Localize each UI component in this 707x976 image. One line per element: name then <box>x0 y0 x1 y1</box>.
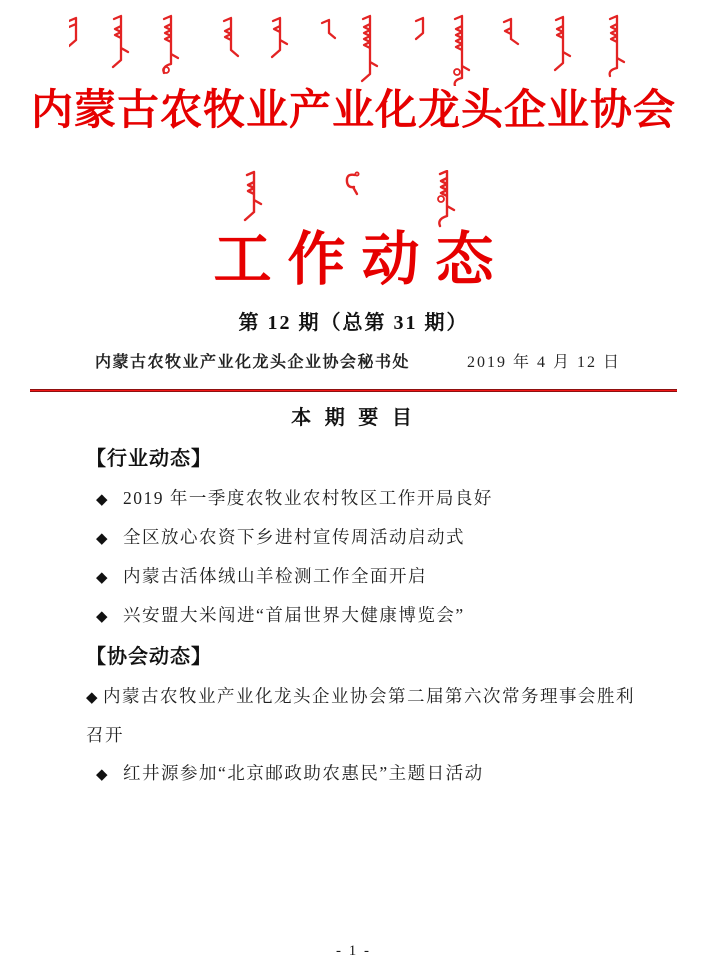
toc-item <box>86 677 637 754</box>
toc-item-text: 全区放心农资下乡进村宣传周活动启动式 <box>123 527 466 547</box>
publish-date: 2019 年 4 月 12 日 <box>466 354 621 371</box>
toc-item <box>86 596 637 635</box>
toc-item-text: 2019 年一季度农牧业农村牧区工作开局良好 <box>123 488 493 508</box>
issue-number: 第 12 期（总第 31 期） <box>238 312 469 334</box>
red-divider <box>30 389 677 392</box>
diamond-bullet-icon: ◆ <box>96 529 110 547</box>
diamond-bullet-icon: ◆ <box>86 688 100 706</box>
diamond-bullet-icon: ◆ <box>96 490 110 508</box>
industry-items <box>86 479 637 635</box>
toc-item-text: 兴安盟大米闯进“首届世界大健康博览会” <box>123 605 465 625</box>
toc-item <box>86 754 637 793</box>
mongolian-script-banner-icon <box>69 14 639 86</box>
bulletin-title: 工作动态 <box>213 227 510 292</box>
page-number: - 1 - <box>336 943 371 959</box>
toc-heading: 本 期 要 目 <box>291 407 416 429</box>
section-title-association: 【协会动态】 <box>86 646 212 668</box>
association-items <box>86 677 637 793</box>
diamond-bullet-icon: ◆ <box>96 568 110 586</box>
toc-item-text: 内蒙古农牧业产业化龙头企业协会第二届第六次常务理事会胜利召开 <box>86 686 636 745</box>
publisher-row <box>0 352 707 374</box>
toc-body <box>0 447 707 793</box>
toc-item-text: 红井源参加“北京邮政助农惠民”主题日活动 <box>123 763 484 783</box>
diamond-bullet-icon: ◆ <box>96 765 110 783</box>
section-title-industry: 【行业动态】 <box>86 448 212 470</box>
org-title: 内蒙古农牧业产业化龙头企业协会 <box>30 88 676 134</box>
toc-item-text: 内蒙古活体绒山羊检测工作全面开启 <box>123 566 428 586</box>
toc-item <box>86 518 637 557</box>
mongolian-script-word-row-icon <box>239 170 469 228</box>
publisher-name: 内蒙古农牧业产业化龙头企业协会秘书处 <box>95 354 411 371</box>
diamond-bullet-icon: ◆ <box>96 607 110 625</box>
toc-item <box>86 479 637 518</box>
toc-item <box>86 557 637 596</box>
masthead <box>0 14 707 392</box>
